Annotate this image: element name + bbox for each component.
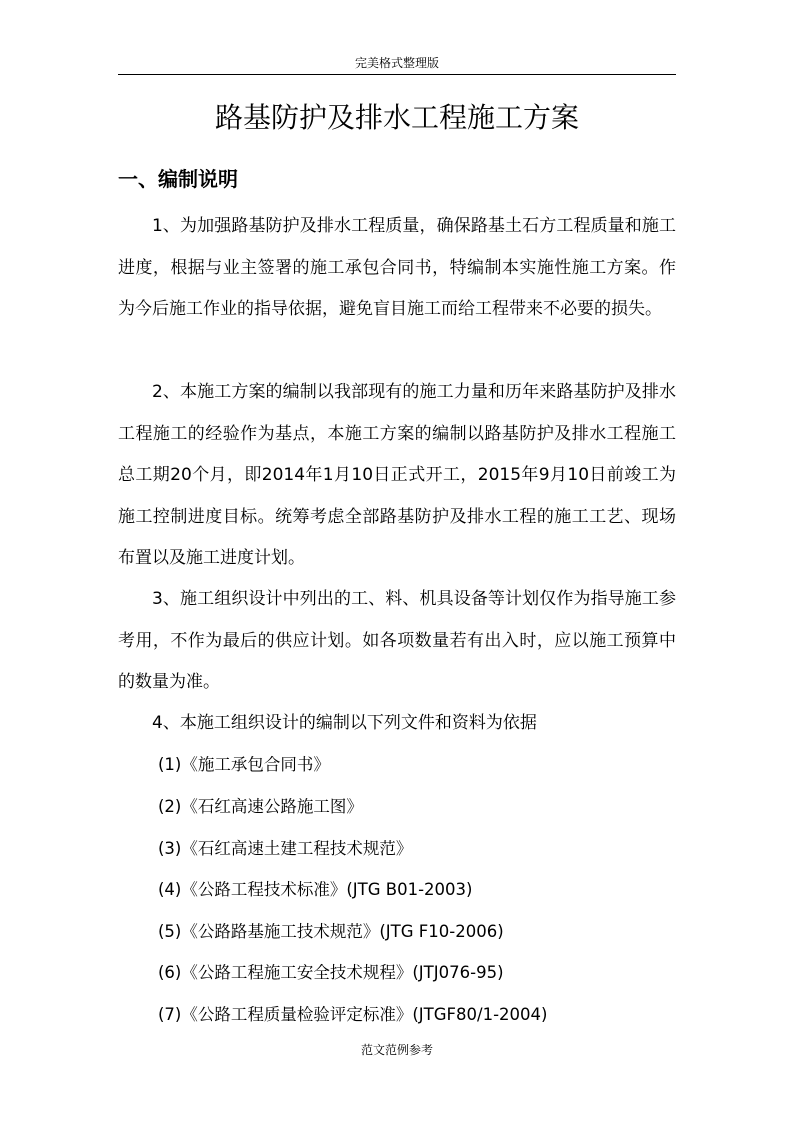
document-title: 路基防护及排水工程施工方案 xyxy=(214,101,579,134)
reference-item-6: (6)《公路工程施工安全技术规程》(JTJ076-95) xyxy=(158,963,504,982)
header-rule xyxy=(118,74,676,75)
paragraph-2: 2、本施工方案的编制以我部现有的施工力量和历年来路基防护及排水工程施工的经验作为基点，本施工方案的编制以路基防护及排水工程施工总工期20个月，即2014年1月10日正式开工，2015年9月10日前竣工为施工控制进度目标。统筹考虑全部路基防护及排水工程的施工工艺、现场布置以及施工进度计划。 xyxy=(118,382,676,568)
paragraph-3: 3、施工组织设计中列出的工、料、机具设备等计划仅作为指导施工参考用，不作为最后的供应计划。如各项数量若有出入时，应以施工预算中的数量为准。 xyxy=(118,589,676,692)
paragraph-1: 1、为加强路基防护及排水工程质量，确保路基土石方工程质量和施工进度，根据与业主签署的施工承包合同书，特编制本实施性施工方案。作为今后施工作业的指导依据，避免盲目施工而给工程带来不必要的损失。 xyxy=(118,216,676,319)
page-header: 完美格式整理版 xyxy=(354,56,439,70)
reference-item-3: (3)《石红高速土建工程技术规范》 xyxy=(158,839,413,858)
reference-item-2: (2)《石红高速公路施工图》 xyxy=(158,797,363,816)
section-heading: 一、编制说明 xyxy=(118,167,238,191)
reference-item-4: (4)《公路工程技术标准》(JTG B01-2003) xyxy=(158,880,473,899)
reference-item-1: (1)《施工承包合同书》 xyxy=(158,755,330,774)
page-footer: 范文范例参考 xyxy=(360,1043,433,1057)
paragraph-4: 4、本施工组织设计的编制以下列文件和资料为依据 xyxy=(152,713,537,733)
reference-item-7: (7)《公路工程质量检验评定标准》(JTGF80/1-2004) xyxy=(158,1005,548,1024)
reference-item-5: (5)《公路路基施工技术规范》(JTG F10-2006) xyxy=(158,922,504,941)
